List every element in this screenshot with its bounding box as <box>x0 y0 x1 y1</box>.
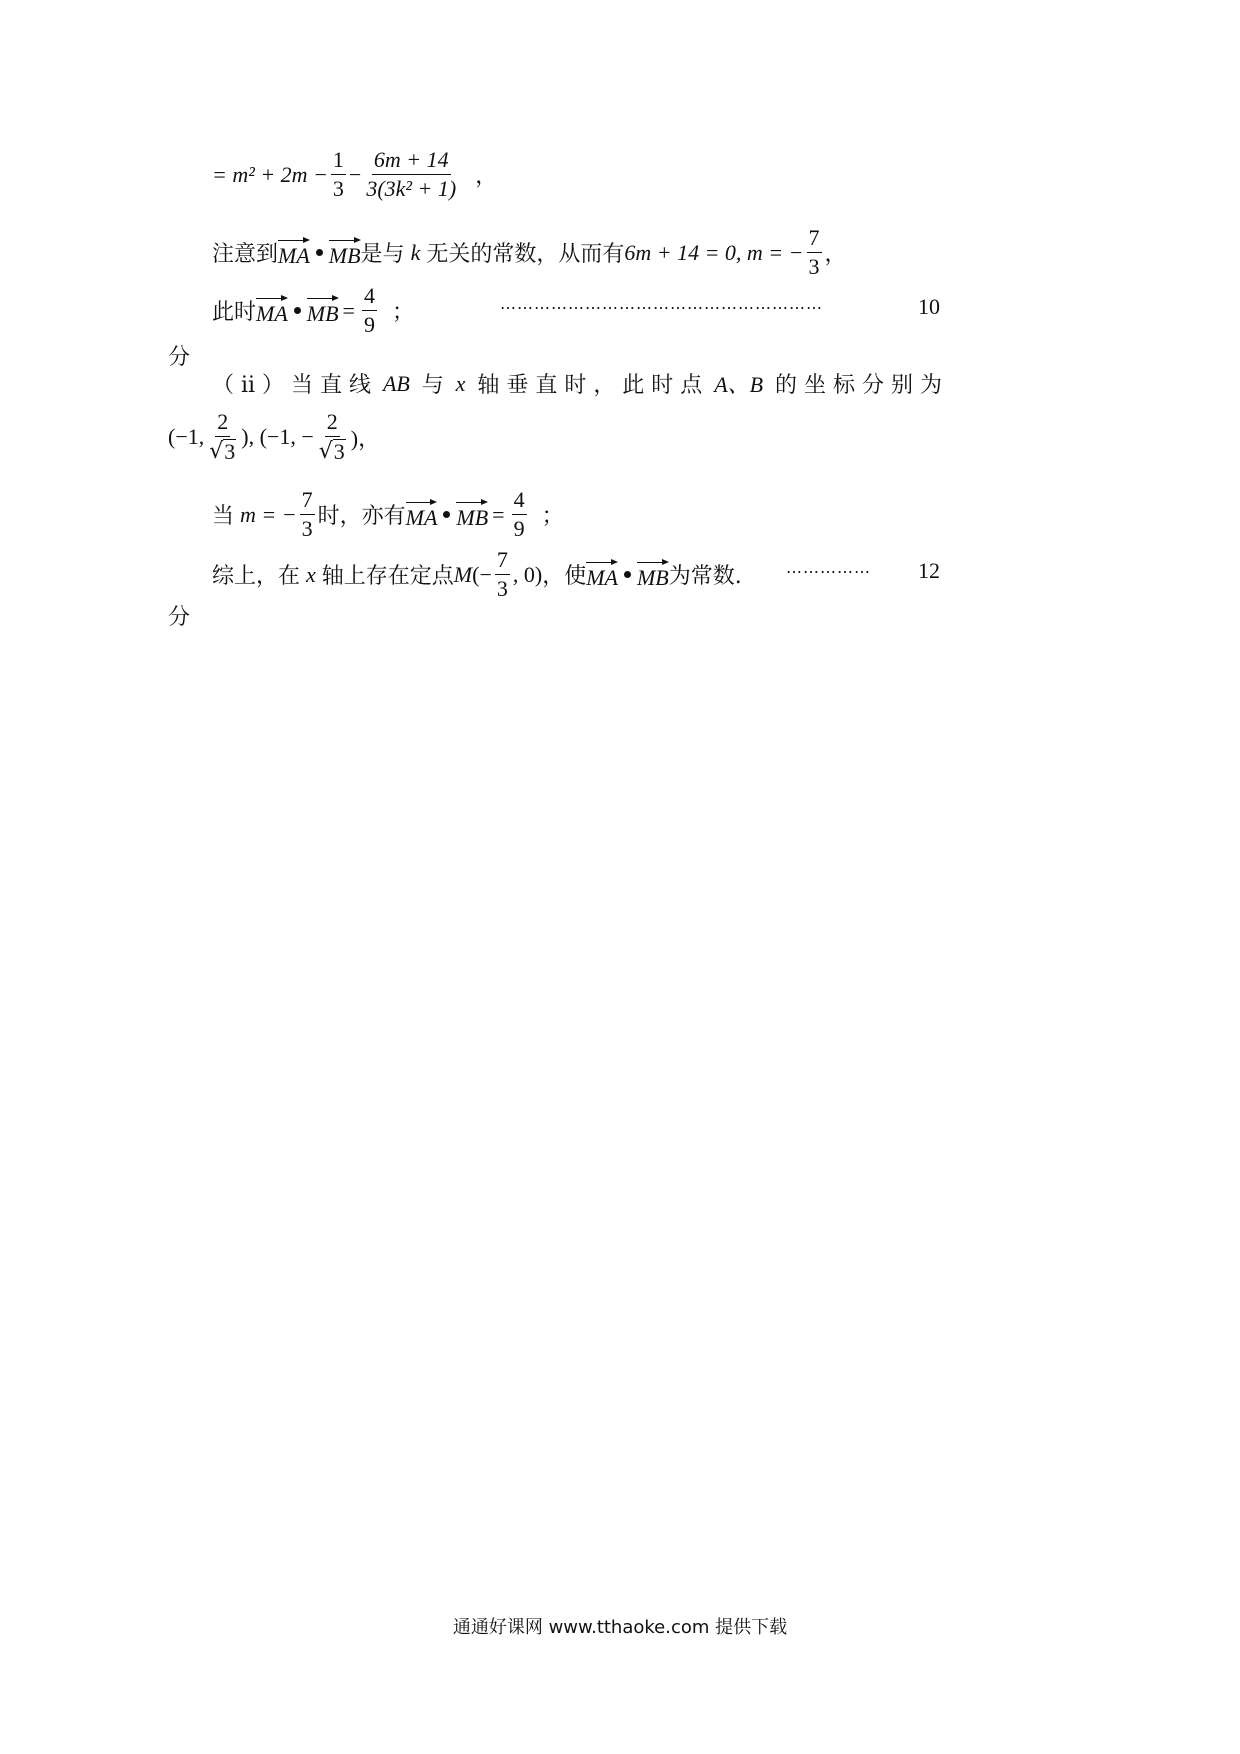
note-text-3: 无关的常数，从而有 <box>426 242 625 268</box>
summary-text-4: 为常数. <box>668 564 742 590</box>
eq1-minus: − <box>348 161 362 187</box>
vector-mb: MB <box>456 499 488 531</box>
point-m-close: , 0) <box>512 561 543 587</box>
sqrt-icon: √ 3 <box>209 439 236 465</box>
vector-mb: MB <box>329 237 361 269</box>
score-unit-10: 分 <box>168 345 191 370</box>
vector-ma: MA <box>586 559 618 591</box>
equation-line-1 <box>212 148 497 201</box>
note-equation: 6m + 14 = 0, m = − <box>624 239 804 265</box>
sqrt-icon: √ 3 <box>318 439 345 465</box>
fraction-four-ninths: $\frac{4}{9}$ <box>363 283 375 338</box>
eq1-tail: ， <box>475 164 498 190</box>
fraction-four-ninths: $\frac{4}{9}$ <box>513 487 525 542</box>
line-ab: AB <box>382 370 410 396</box>
summary-line <box>212 548 742 601</box>
vector-ma: MA <box>278 237 310 269</box>
fraction-seven-thirds: $\frac{7}{3}$ <box>496 547 508 602</box>
score-unit-12: 分 <box>168 605 191 630</box>
note-text-2: 是与 <box>360 242 405 268</box>
note-text-1: 注意到 <box>212 242 279 268</box>
case-two-text-1: （ ⅱ ） 当 直 线 <box>212 373 372 398</box>
vector-ma: MA <box>256 295 288 327</box>
eq1-lead: = m² + 2m − <box>212 161 328 187</box>
page-footer: 通通好课网 www.tthaoke.com 提供下载 <box>452 1617 788 1638</box>
var-k: k <box>410 239 421 265</box>
equals: = <box>342 297 355 323</box>
when-tail: ； <box>541 504 564 530</box>
fraction-one-third: $\frac{1}{3}$ <box>332 147 344 202</box>
dot-product-icon <box>294 307 301 314</box>
fraction-main: $\frac{6m + 14}{\text{3(3k² + 1)}}$ <box>366 147 457 202</box>
m-value: m = − <box>240 501 297 527</box>
score-dots-12: …………… <box>786 558 871 577</box>
summary-text-2: 轴上存在定点 <box>321 564 454 590</box>
coord-2-close: )， <box>350 425 381 451</box>
summary-text-1: 综上，在 <box>212 564 301 590</box>
point-m-open: (− <box>472 561 492 587</box>
when-line <box>212 488 564 541</box>
dot-product-icon <box>316 249 323 256</box>
score-10: 10 <box>918 294 940 319</box>
coord-2-open: ), (−1, − <box>241 424 314 450</box>
case-two-text-4: 的 坐 标 分 别 为 <box>775 373 942 398</box>
score-12: 12 <box>918 558 940 583</box>
case-two-text-3: 轴 垂 直 时 ， 此 时 点 <box>477 373 703 398</box>
result-line <box>212 284 414 337</box>
vector-mb: MB <box>307 295 339 327</box>
coord-1-open: (−1, <box>168 424 205 450</box>
case-two-line <box>212 368 942 399</box>
var-x: x <box>306 561 316 587</box>
when-text-2: 时，亦有 <box>317 504 406 530</box>
score-dots-10: ………………………………………………… <box>500 294 823 313</box>
equals: = <box>492 501 505 527</box>
coordinates-line <box>168 410 380 464</box>
summary-text-3: ，使 <box>542 564 587 590</box>
vector-mb: MB <box>637 559 669 591</box>
points-ab: A、B <box>714 372 764 397</box>
fraction-two-over-root3: 2 √ 3 <box>209 409 236 465</box>
fraction-seven-thirds: $\frac{7}{3}$ <box>808 225 820 280</box>
note-line <box>212 226 847 279</box>
dot-product-icon <box>443 511 450 518</box>
result-text: 此时 <box>212 300 257 326</box>
fraction-two-over-root3-neg: 2 √ 3 <box>318 409 345 465</box>
result-tail: ； <box>391 300 414 326</box>
point-m: M <box>453 561 473 587</box>
note-tail: ， <box>824 242 847 268</box>
var-x: x <box>455 370 466 396</box>
when-text-1: 当 <box>212 504 235 530</box>
fraction-seven-thirds: $\frac{7}{3}$ <box>301 487 313 542</box>
vector-ma: MA <box>406 499 438 531</box>
dot-product-icon <box>624 571 631 578</box>
case-two-text-2: 与 <box>421 373 444 398</box>
